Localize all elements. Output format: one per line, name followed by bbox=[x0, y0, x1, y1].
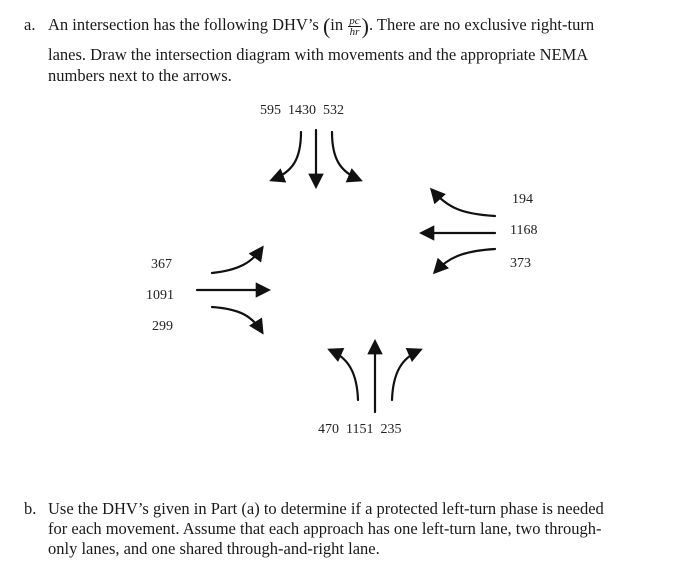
part-a-line-1-end: . There are no exclusive right-turn bbox=[368, 15, 595, 34]
west-right-turn-arrow bbox=[212, 307, 262, 332]
south-right-turn-arrow bbox=[392, 350, 420, 400]
part-b-line-2: for each movement. Assume that each approach has one left-turn lane, two through- bbox=[48, 519, 602, 538]
unit-in: in bbox=[330, 15, 344, 34]
unit-numerator: pc bbox=[349, 14, 360, 27]
part-b-line-3: only lanes, and one shared through-and-right lane. bbox=[48, 539, 380, 558]
south-left-turn-arrow bbox=[330, 350, 358, 400]
east-volume-through: 1168 bbox=[510, 223, 538, 238]
south-volumes: 470 1151 235 bbox=[318, 422, 402, 437]
west-volume-right: 299 bbox=[152, 319, 173, 334]
part-b-line-1: Use the DHV’s given in Part (a) to determine if a protected left-turn phase is needed bbox=[48, 499, 604, 518]
west-volume-left: 367 bbox=[151, 257, 172, 272]
part-b-marker: b. bbox=[24, 499, 37, 518]
unit-denominator: hr bbox=[349, 25, 360, 38]
part-a-line-1-start: An intersection has the following DHV’s bbox=[48, 15, 319, 34]
part-a-marker: a. bbox=[24, 15, 36, 34]
west-left-turn-arrow bbox=[212, 248, 262, 273]
east-right-turn-arrow bbox=[432, 190, 495, 216]
north-right-turn-arrow bbox=[332, 132, 360, 180]
east-volume-left: 373 bbox=[510, 256, 531, 271]
west-volume-through: 1091 bbox=[146, 288, 174, 303]
part-a-line-2: lanes. Draw the intersection diagram with movements and the appropriate NEMA bbox=[48, 45, 589, 64]
unit-close-paren: ) bbox=[361, 13, 369, 39]
unit-open-paren: ( bbox=[322, 13, 331, 39]
north-volumes: 595 1430 532 bbox=[260, 103, 344, 118]
east-volume-right: 194 bbox=[512, 192, 533, 207]
north-left-turn-arrow bbox=[272, 132, 301, 180]
east-left-turn-arrow bbox=[435, 249, 495, 272]
part-a-line-3: numbers next to the arrows. bbox=[48, 66, 232, 85]
